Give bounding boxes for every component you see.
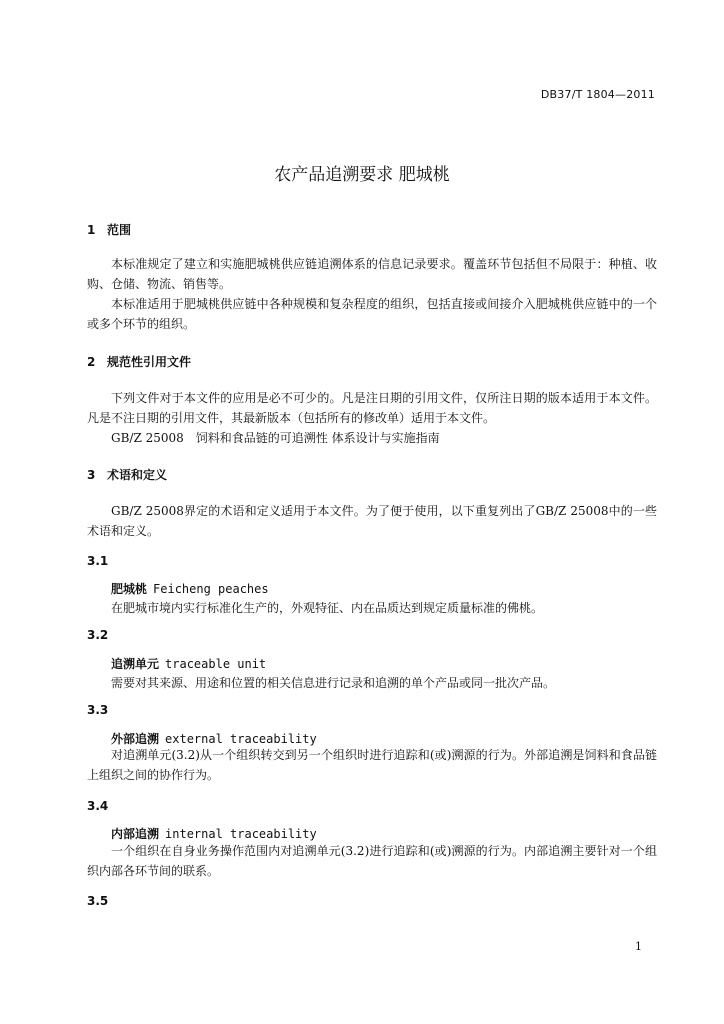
section-title: 规范性引用文件 (107, 355, 192, 369)
term-chinese: 肥城桃 (111, 582, 148, 596)
section-number: 1 (87, 223, 96, 237)
term-number: 3.4 (87, 799, 109, 813)
term-chinese: 外部追溯 (111, 732, 160, 746)
page-number: 1 (635, 940, 642, 953)
section-3-paragraph-1: GB/Z 25008界定的术语和定义适用于本文件。为了便于使用，以下重复列出了GB/Z 25008中的一些术语和定义。 (87, 504, 657, 538)
term-english: traceable unit (165, 657, 267, 671)
term-number: 3.2 (87, 628, 109, 642)
section-number: 2 (87, 355, 96, 369)
term-english: external traceability (165, 732, 317, 746)
term-chinese: 内部追溯 (111, 827, 160, 841)
document-title: 农产品追溯要求 肥城桃 (274, 165, 450, 185)
document-number: DB37/T 1804—2011 (540, 88, 655, 101)
term-definition: 一个组织在自身业务操作范围内对追溯单元(3.2)进行追踪和(或)溯源的行为。内部追溯主要针对一个组织内部各环节间的联系。 (87, 844, 657, 878)
term-english: internal traceability (165, 827, 317, 841)
term-chinese: 追溯单元 (111, 657, 160, 671)
section-1-paragraph-2: 本标准适用于肥城桃供应链中各种规模和复杂程度的组织，包括直接或间接介入肥城桃供应链中的一个或多个环节的组织。 (87, 297, 657, 331)
term-english: Feicheng peaches (153, 582, 269, 596)
term-definition: 在肥城市境内实行标准化生产的，外观特征、内在品质达到规定质量标准的佛桃。 (111, 601, 544, 615)
section-1-paragraph-1: 本标准规定了建立和实施肥城桃供应链追溯体系的信息记录要求。覆盖环节包括但不局限于：种植、收购、仓储、物流、销售等。 (87, 257, 657, 291)
normative-reference: GB/Z 25008 饲料和食品链的可追溯性 体系设计与实施指南 (111, 431, 440, 445)
term-number: 3.1 (87, 554, 109, 568)
section-2-paragraph-1: 下列文件对于本文件的应用是必不可少的。凡是注日期的引用文件，仅所注日期的版本适用于本文件。凡是不注日期的引用文件，其最新版本（包括所有的修改单）适用于本文件。 (87, 391, 657, 425)
section-title: 术语和定义 (107, 468, 168, 482)
section-3-heading (87, 466, 167, 483)
section-number: 3 (87, 468, 96, 482)
term-heading (111, 655, 266, 672)
section-2-heading (87, 353, 191, 370)
term-definition: 需要对其来源、用途和位置的相关信息进行记录和追溯的单个产品或同一批次产品。 (111, 676, 556, 690)
term-number: 3.5 (87, 894, 109, 908)
section-1-heading (87, 221, 131, 238)
term-heading (111, 825, 317, 842)
section-title: 范围 (107, 223, 132, 237)
term-heading (111, 580, 269, 597)
term-definition: 对追溯单元(3.2)从一个组织转交到另一个组织时进行追踪和(或)溯源的行为。外部追溯是饲料和食品链上组织之间的协作行为。 (87, 748, 657, 782)
term-number: 3.3 (87, 703, 109, 717)
